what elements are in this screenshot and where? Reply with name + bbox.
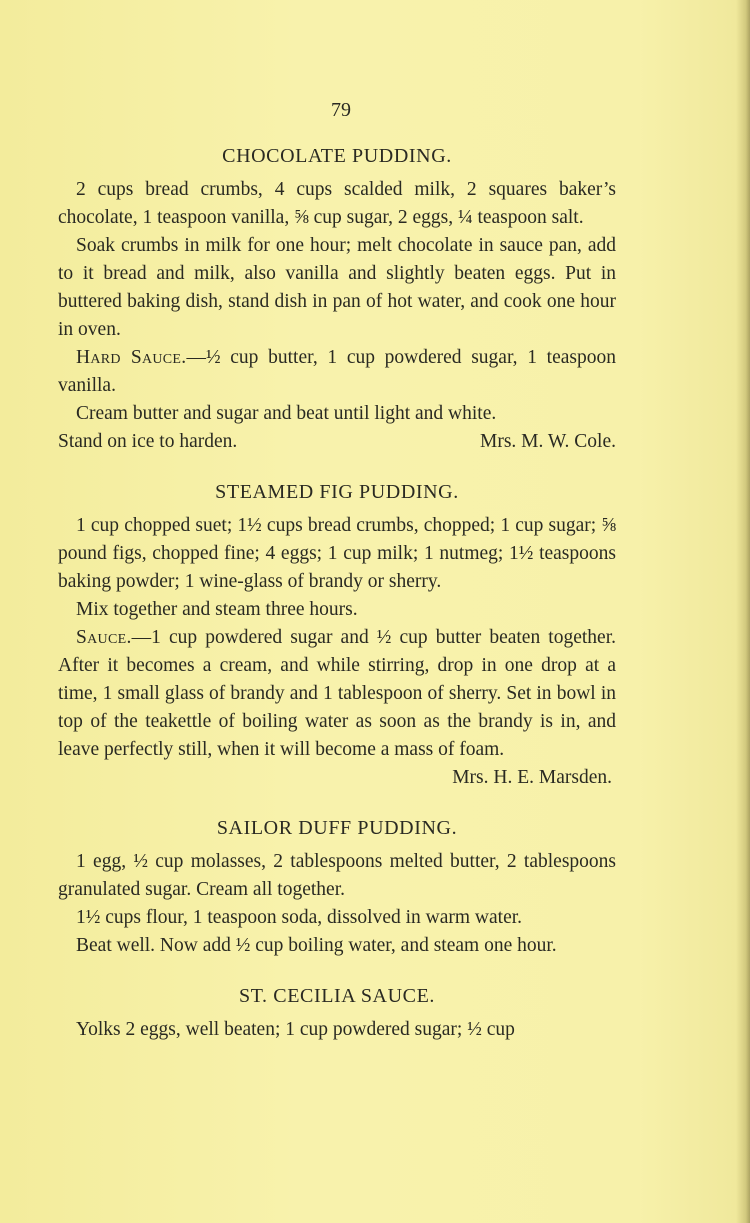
sauce-label: Sauce. [76,627,132,648]
sauce-label: Hard Sauce. [76,347,187,368]
sauce-text: —1 cup powdered sugar and ½ cup butter beaten together. After it becomes a cream, and while stirring, drop in one drop at a time, 1 small glass of brandy and 1 tablespoon of sherry. Set in bowl in top of the teakettle of boiling water as soon as the brandy is in, and leave perfectly still, when it will become a mass of foam. [58,627,616,760]
recipe-method: Mix together and steam three hours. [76,599,358,620]
recipe-title: CHOCOLATE PUDDING. [222,145,452,167]
recipe-line: Beat well. Now add ½ cup boiling water, and steam one hour. [76,935,557,956]
recipe-line: 1½ cups flour, 1 teaspoon soda, dissolved in warm water. [76,907,523,928]
recipe-title: ST. CECILIA SAUCE. [239,985,435,1007]
page-number: 79 [331,99,351,121]
page-content [58,96,616,1044]
recipe-title: STEAMED FIG PUDDING. [215,481,459,503]
recipe-ingredients: 1 cup chopped suet; 1½ cups bread crumbs, chopped; 1 cup sugar; ⅝ pound figs, chopped fine; 4 eggs; 1 cup milk; 1 nutmeg; 1½ teaspoons baking powder; 1 wine-glass of brandy or sherry. [58,515,616,592]
recipe-steamed-fig-pudding [58,478,616,792]
recipe-method: Soak crumbs in milk for one hour; melt chocolate in sauce pan, add to it bread and milk, also vanilla and slightly beaten eggs. Put in buttered baking dish, stand dish in pan of hot water, and cook one hour in oven. [58,235,616,340]
recipe-line: 1 egg, ½ cup molasses, 2 tablespoons melted butter, 2 tablespoons granulated sugar. Cream all together. [58,851,616,900]
recipe-title: SAILOR DUFF PUDDING. [216,817,458,839]
sauce-method: Cream butter and sugar and beat until light and white. [76,403,497,424]
recipe-sauce [58,344,616,400]
recipe-chocolate-pudding [58,142,616,456]
last-line: Stand on ice to harden. [58,431,238,452]
recipe-st-cecilia-sauce [58,982,616,1044]
page-edge-shadow [736,0,750,1223]
sauce-text: —½ cup butter, 1 cup powdered sugar, 1 teaspoon vanilla. [58,347,616,396]
recipe-sauce [58,624,616,764]
recipe-ingredients: 2 cups bread crumbs, 4 cups scalded milk, 2 squares baker’s chocolate, 1 teaspoon vanilla, ⅝ cup sugar, 2 eggs, ¼ teaspoon salt. [58,179,616,228]
signature: Mrs. H. E. Marsden. [452,767,612,788]
signature-line [58,428,616,456]
recipe-line: Yolks 2 eggs, well beaten; 1 cup powdered sugar; ½ cup [76,1019,515,1040]
recipe-sailor-duff-pudding [58,814,616,960]
signature: Mrs. M. W. Cole. [480,431,616,452]
